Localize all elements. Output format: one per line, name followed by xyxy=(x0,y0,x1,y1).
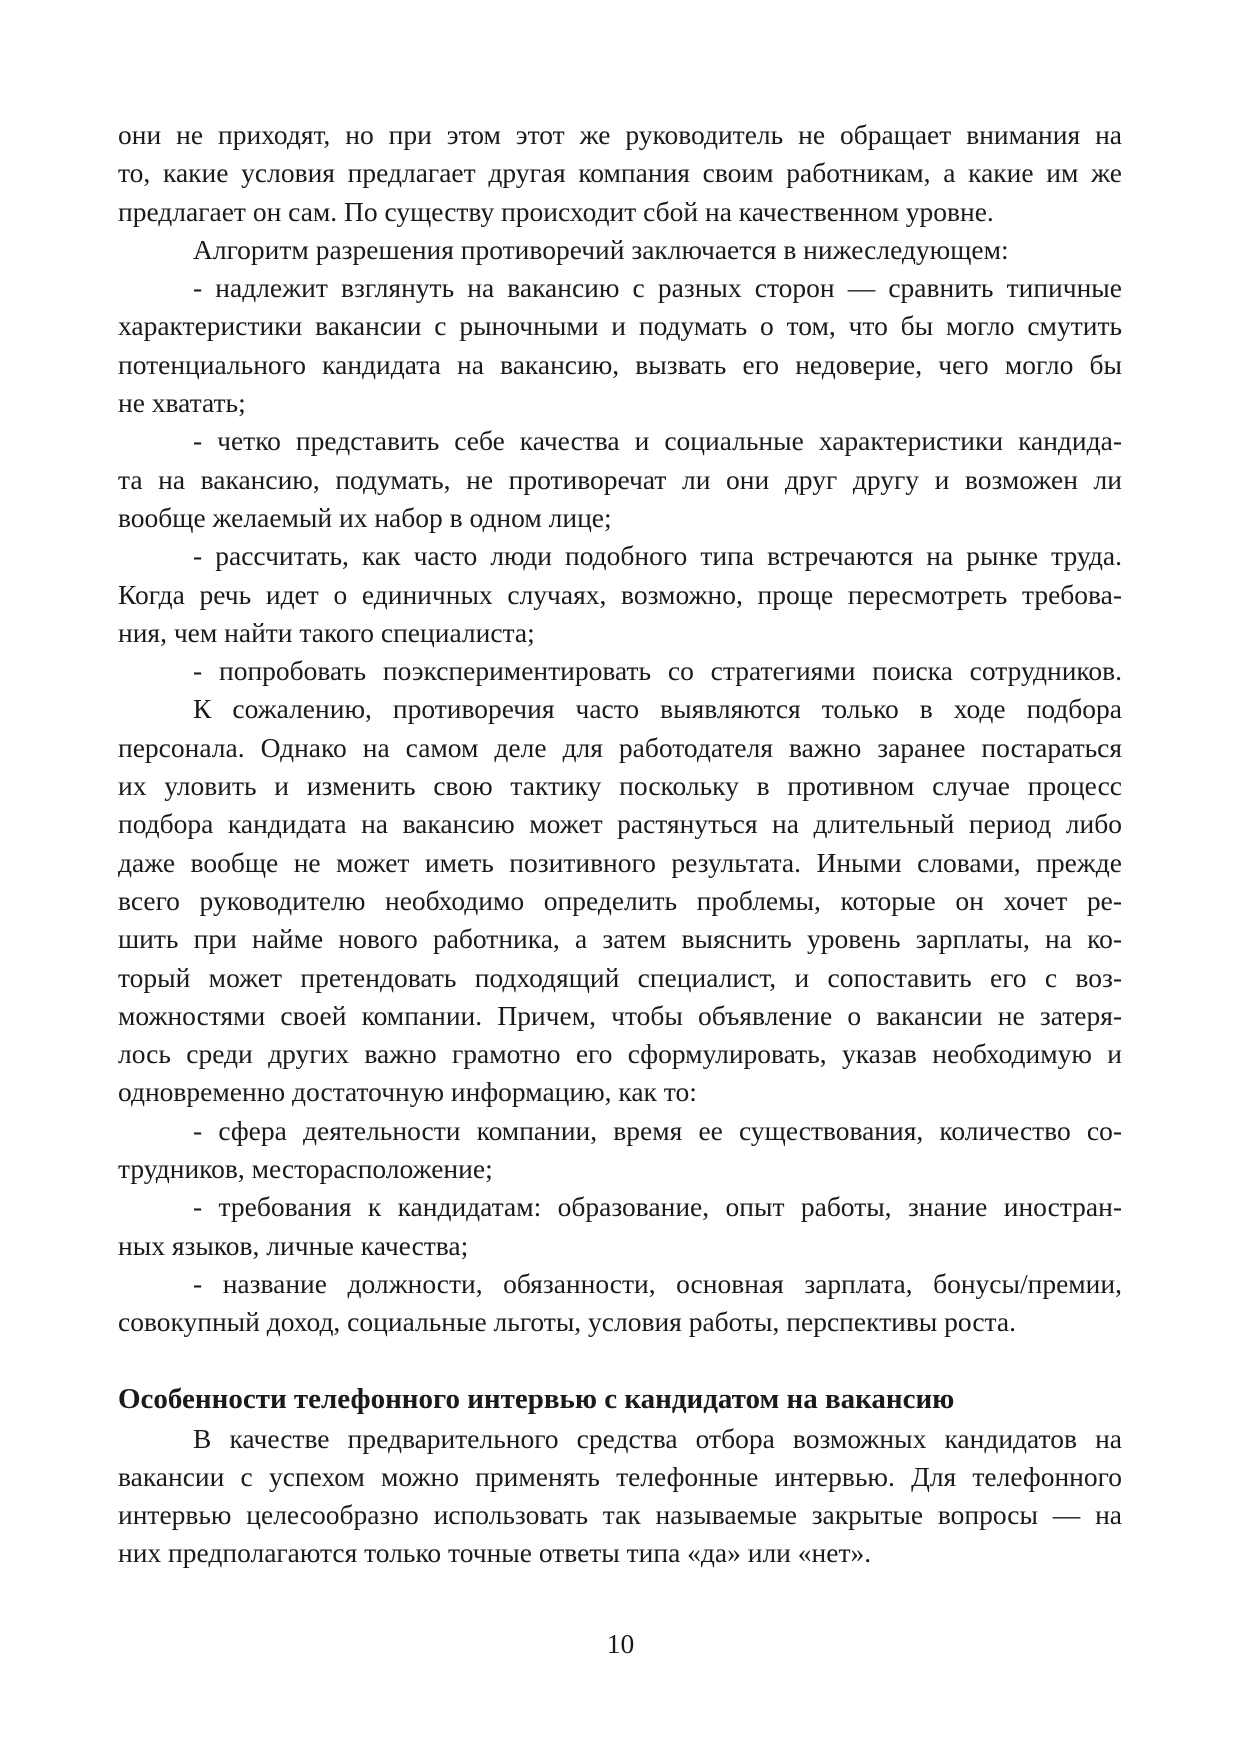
page-body xyxy=(118,116,1122,1573)
text-line: потенциального кандидата на вакансию, вызвать его недоверие, чего могло бы xyxy=(118,348,1122,380)
text-line: Когда речь идет о единичных случаях, возможно, проще пересмотреть требова- xyxy=(118,578,1122,610)
text-line: предлагает он сам. По существу происходит сбой на качественном уровне. xyxy=(118,195,994,227)
text-line: - надлежит взглянуть на вакансию с разных сторон — сравнить типичные xyxy=(193,272,1122,304)
text-line: торый может претендовать подходящий специалист, и сопоставить его с воз- xyxy=(118,961,1122,993)
text-line: одновременно достаточную информацию, как то: xyxy=(118,1076,697,1108)
text-line: интервью целесообразно использовать так называемые закрытые вопросы — на xyxy=(118,1499,1122,1531)
text-line: - четко представить себе качества и социальные характеристики кандида- xyxy=(193,425,1122,457)
section-heading: Особенности телефонного интервью с кандидатом на вакансию xyxy=(118,1382,955,1415)
text-line: В качестве предварительного средства отбора возможных кандидатов на xyxy=(193,1422,1122,1454)
text-line: - сфера деятельности компании, время ее существования, количество со- xyxy=(193,1114,1122,1146)
text-line: совокупный доход, социальные льготы, условия работы, перспективы роста. xyxy=(118,1306,1016,1338)
text-line: их уловить и изменить свою тактику поскольку в противном случае процесс xyxy=(118,770,1122,802)
page-number: 10 xyxy=(606,1628,635,1659)
text-line: - требования к кандидатам: образование, опыт работы, знание иностран- xyxy=(193,1191,1122,1223)
text-line: трудников, месторасположение; xyxy=(118,1153,493,1185)
text-line: подбора кандидата на вакансию может растянуться на длительный период либо xyxy=(118,808,1122,840)
text-line: вообще желаемый их набор в одном лице; xyxy=(118,501,612,533)
text-line: - попробовать поэкспериментировать со стратегиями поиска сотрудников. xyxy=(193,655,1122,687)
text-line: не хватать; xyxy=(118,387,246,419)
text-line: шить при найме нового работника, а затем выяснить уровень зарплаты, на ко- xyxy=(118,923,1122,955)
text-line: даже вообще не может иметь позитивного результата. Иными словами, прежде xyxy=(118,846,1122,878)
text-line: персонала. Однако на самом деле для работодателя важно заранее постараться xyxy=(118,731,1122,763)
text-line: них предполагаются только точные ответы типа «да» или «нет». xyxy=(118,1537,872,1569)
text-line: ных языков, личные качества; xyxy=(118,1229,469,1261)
text-line: вакансии с успехом можно применять телефонные интервью. Для телефонного xyxy=(118,1460,1122,1492)
text-line: Алгоритм разрешения противоречий заключается в нижеследующем: xyxy=(193,233,1009,265)
text-line: всего руководителю необходимо определить проблемы, которые он хочет ре- xyxy=(118,884,1122,916)
text-line: характеристики вакансии с рыночными и подумать о том, что бы могло смутить xyxy=(118,310,1122,342)
text-line: та на вакансию, подумать, не противоречат ли они друг другу и возможен ли xyxy=(118,463,1122,495)
text-line: то, какие условия предлагает другая компания своим работникам, а какие им же xyxy=(118,157,1122,189)
text-line: К сожалению, противоречия часто выявляются только в ходе подбора xyxy=(193,693,1122,725)
text-line: - название должности, обязанности, основная зарплата, бонусы/премии, xyxy=(193,1267,1122,1299)
text-line: можностями своей компании. Причем, чтобы объявление о вакансии не затеря- xyxy=(118,999,1122,1031)
text-line: - рассчитать, как часто люди подобного типа встречаются на рынке труда. xyxy=(193,540,1122,572)
text-line: лось среди других важно грамотно его сформулировать, указав необходимую и xyxy=(118,1038,1122,1070)
text-line: они не приходят, но при этом этот же руководитель не обращает внимания на xyxy=(118,119,1122,150)
text-line: ния, чем найти такого специалиста; xyxy=(118,616,535,648)
